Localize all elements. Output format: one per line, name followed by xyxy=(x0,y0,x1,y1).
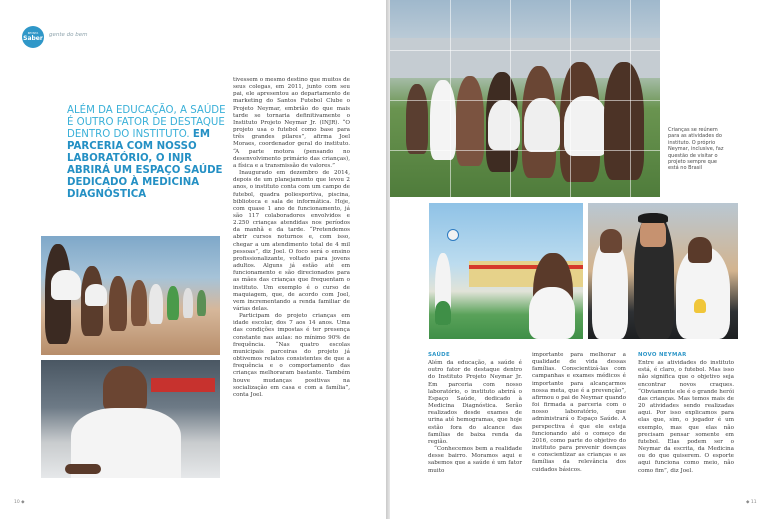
article-paragraph: Participam do projeto crianças em idade escolar, dos 7 aos 14 anos. Uma das condições impostas é ter presença constante nas aulas: no mínimo 90% de frequência. “Nas quatro escolas municipais parceiras do projeto já obtivemos relatos consistentes de que a frequência e o comportamento das crianças melhoraram bastante. Também houve mudanças positivas na socialização em casa e com a família”, conta Joel. xyxy=(233,313,350,398)
boy-writing-photo xyxy=(41,360,220,478)
children-running-photo xyxy=(41,236,220,355)
middle-article-column xyxy=(532,352,626,474)
article-paragraph: tivessem o mesmo destino que muitos de seus colegas, em 2011, junto com seu pai, ele apresentou ao departamento de marketing do Santos Futebol Clube o Projeto Neymar, embrião do que mais tarde se tornaria definitivamente o Instituto Projeto Neymar Jr. (INJR). “O projeto usa o futebol como base para três grandes pilares”, afirma Joel Moraes, coordenador geral do instituto. “A parte motora (pensando no desenvolvimento primário das crianças), a física e a transmissão de valores.” xyxy=(233,77,350,169)
article-paragraph: “Conhecemos bem a realidade desse bairro. Moramos aqui e sabemos que a saúde é um fator muito xyxy=(428,446,522,474)
neymar-with-children-photo xyxy=(588,203,738,339)
article-paragraph: Além da educação, a saúde é outro fator de destaque dentro do Instituto Projeto Neymar Jr. Em parceria com nosso laboratório, o instituto abrirá o Espaço Saúde, dedicado à Medicina Diagnóstica. Serão realizados desde exames de urina até hemogramas, que hoje estão fora do alcance das famílias de baixa renda da região. xyxy=(428,360,522,445)
badge-word: Saber xyxy=(23,35,43,42)
pull-quote xyxy=(67,105,227,201)
photo-caption: Crianças se reúnem para as atividades do instituto. O próprio Neymar, inclusive, faz questão de visitar o projeto sempre que está no Brasil xyxy=(668,127,724,172)
article-paragraph: importante para melhorar a qualidade de vida dessas famílias. Conscientizá-las com campanhas e exames médicos é importante para alcançarmos nossa meta, que é a prevenção”, afirmou o pai de Neymar quando foi firmada a parceria com o nosso laboratório, que administrará o Espaço Saúde. A perspectiva é que ele esteja funcionando até o começo de 2016, como parte do objetivo do instituto para prevenir doenças e conscientizar as crianças e as famílias da relevância dos cuidados básicos. xyxy=(532,352,626,473)
article-paragraph: Inaugurado em dezembro de 2014, depois de um planejamento que levou 2 anos, o instituto conta com um campo de futebol, quadra poliesportiva, piscina, biblioteca e sala de informática. Hoje, com quase 1 ano de funcionamento, já são 117 colaboradores envolvidos e 2.250 crianças atendidas nos períodos da manhã e da tarde. “Pretendemos abrir cursos noturnos e, com isso, chegar a um atendimento total de 4 mil pessoas”, diz Joel. O foco será o ensino profissionalizante, voltado para jovens adultos. Alguns já estão até em funcionamento e são direcionados para as mães das crianças que frequentam o instituto. Um exemplo é o curso de maquiagem, que, de acordo com Joel, vem incrementando a renda familiar de várias delas. xyxy=(233,170,350,312)
section-tag: gente do bem xyxy=(49,32,88,38)
left-article-column xyxy=(233,77,350,399)
children-with-ball-photo xyxy=(429,203,583,339)
right-page xyxy=(390,0,776,519)
article-paragraph: Entre as atividades do instituto está, é claro, o futebol. Mas isso não significa que o objetivo seja encontrar novos craques. “Obviamente ele é o grande herói das crianças. Mas temos mais de 20 atividades sendo realizadas aqui. Por isso explicamos para elas que, sim, o jogador é um exemplo, mas que elas não precisam pensar somente em futebol. Elas podem ser o Neymar da escrita, da Medicina ou do que quiserem. O esporte aqui funciona como meio, não como fim”, diz Joel. xyxy=(638,360,734,474)
pull-quote-bold: EM PARCERIA COM NOSSO LABORATÓRIO, O INJR ABRIRÁ UM ESPAÇO SAÚDE DEDICADO À MEDICINA DIAGNÓSTICA xyxy=(67,129,223,200)
page-number-left: 10 ◆ xyxy=(14,500,25,505)
pull-quote-light: ALÉM DA EDUCAÇÃO, A SAÚDE É OUTRO FATOR DE DESTAQUE DENTRO DO INSTITUTO. xyxy=(67,105,226,140)
children-behind-goal-net-photo xyxy=(390,0,660,197)
saude-column xyxy=(428,352,522,475)
saber-badge xyxy=(22,26,44,48)
page-number-right: ◆ 11 xyxy=(746,500,757,505)
left-page xyxy=(0,0,386,519)
novo-neymar-column xyxy=(638,352,734,475)
novo-neymar-subhead: NOVO NEYMAR xyxy=(638,352,687,358)
badge-small-text: REVISTA xyxy=(27,32,39,35)
saude-subhead: SAÚDE xyxy=(428,352,450,358)
